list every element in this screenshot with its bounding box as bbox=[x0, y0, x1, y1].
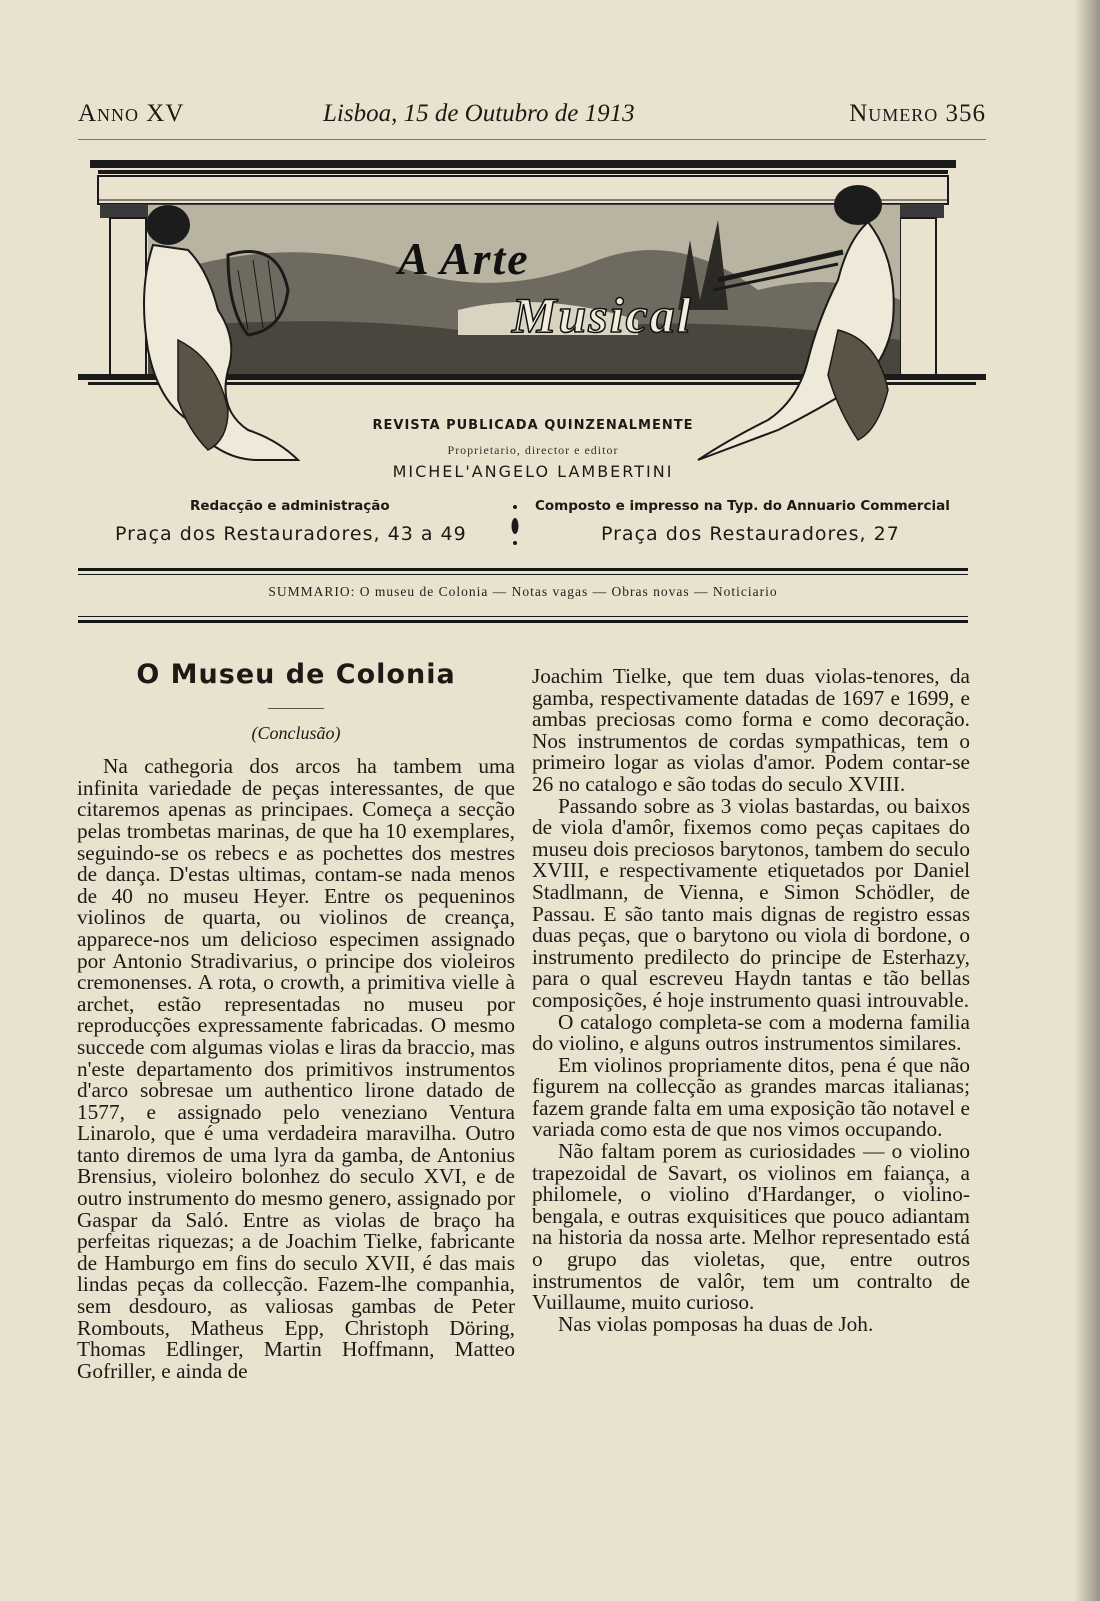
admin-right bbox=[535, 498, 975, 545]
article-column-left bbox=[77, 660, 515, 1382]
volume-label: Anno XV bbox=[78, 100, 185, 127]
admin-right-address: Praça dos Restauradores, 27 bbox=[601, 523, 900, 545]
admin-left-address: Praça dos Restauradores, 43 a 49 bbox=[115, 523, 467, 545]
masthead-roles: Proprietario, director e editor bbox=[447, 443, 619, 457]
summary-rule-top-thick bbox=[78, 568, 968, 571]
article-title-rule bbox=[268, 708, 324, 709]
summary-line: SUMMARIO: O museu de Colonia — Notas vagas — Obras novas — Noticiario bbox=[268, 584, 778, 599]
page-edge-shadow bbox=[1074, 0, 1100, 1601]
article-paragraph: Joachim Tielke, que tem duas violas-tenores, da gamba, respectivamente datadas de 1697 e 1699, e ambas preciosas como forma e como decoração. Nos instrumentos de cordas sympathicas, tem o primeiro logar as violas d'amor. Podem contar-se 26 no catalogo e são todas do seculo XVIII. bbox=[532, 664, 970, 796]
masthead-title-line1: A Arte bbox=[398, 233, 530, 284]
admin-left-label: Redacção e administração bbox=[190, 498, 390, 514]
header-rule bbox=[78, 139, 986, 140]
article-column-right bbox=[532, 666, 970, 1335]
divider-ornament bbox=[509, 502, 521, 548]
summary-rule-bottom-thin bbox=[78, 616, 968, 617]
article-paragraph: O catalogo completa-se com a moderna familia do violino, e alguns outros instrumentos similares. bbox=[532, 1009, 970, 1056]
admin-right-label: Composto e impresso na Typ. do Annuario Commercial bbox=[535, 498, 950, 514]
issue-header bbox=[78, 100, 986, 134]
article-paragraph: Passando sobre as 3 violas bastardas, ou baixos de viola d'amôr, fixemos como peças capitaes do museu dois preciosos barytonos, tambem do seculo XVIII, e respectivamente etiquetados por Daniel Stadlmann, de Vienna, e Simon Schödler, de Passau. E são tanto mais dignas de registro essas duas peças, que o barytono ou viola di bordone, o instrumento predilecto do principe de Esterhazy, para o qual escreveu Haydn tantas e tão bellas composições, é hoje instrumento quasi introuvable. bbox=[532, 793, 970, 1012]
article-subtitle: (Conclusão) bbox=[251, 722, 341, 743]
masthead-title-line2: Musical bbox=[512, 287, 693, 343]
summary-rule-bottom-thick bbox=[78, 620, 968, 623]
issue-number: Numero 356 bbox=[849, 100, 986, 127]
dateline: Lisboa, 15 de Outubro de 1913 bbox=[323, 100, 635, 127]
article-paragraph: Na cathegoria dos arcos ha tambem uma infinita variedade de peças interessantes, de que citaremos apenas as principaes. Começa a secção pelas trombetas marinas, de que ha 10 exemplares, seguindo-se os rebecs e as pochettes dos mestres de dança. D'estas ultimas, contam-se nada menos de 40 no museu Heyer. Entre os pequeninos violinos de quarta, ou violinos de creança, apparece-nos um delicioso especimen assignado por Antonio Stradivarius, o principe dos violeiros cremonenses. A rota, o crowth, a primitiva vielle à archet, estão representadas no museu por reproducções expressamente fabricadas. O mesmo succede com algumas violas e liras da braccio, mas n'este departamento dos primitivos instrumentos d'arco sobresae um authentico lirone datado de 1577, e assignado pelo veneziano Ventura Linarolo, que é uma verdadeira maravilha. Outro tanto diremos de uma lyra da gamba, de Antonius Brensius, violeiro bolonhez do seculo XVI, e de outro instrumento do mesmo genero, assignado por Gaspar da Saló. Entre as violas de braço ha perfeitas riquezas; a de Joachim Tielke, fabricante de Hamburgo em fins do seculo XVII, é das mais lindas peças da collecção. Fazem-lhe companhia, sem desdouro, as valiosas gambas de Peter Rombouts, Matheus Epp, Christoph Döring, Thomas Edlinger, Martin Hoffmann, Matteo Gofriller, e ainda de bbox=[77, 754, 515, 1383]
article-paragraph: Em violinos propriamente ditos, pena é que não figurem na collecção as grandes marcas italianas; fazem grande falta em uma exposição tão notavel e variada como esta de que nos vimos occupando. bbox=[532, 1052, 970, 1142]
masthead-editor: MICHEL'ANGELO LAMBERTINI bbox=[392, 462, 674, 481]
summary-rule-top-thin bbox=[78, 574, 968, 575]
article-paragraph: Não faltam porem as curiosidades — o violino trapezoidal de Savart, os violinos em faiança, a philomele, o violino d'Hardanger, o violino-bengala, e outras exquisitices que pouco adiantam na historia da nossa arte. Melhor representado está o grupo das violetas, que, entre outros instrumentos de valôr, tem um contralto de Vuillaume, muito curioso. bbox=[532, 1139, 970, 1315]
masthead-subtitle: REVISTA PUBLICADA QUINZENALMENTE bbox=[372, 418, 694, 433]
article-title: O Museu de Colonia bbox=[136, 659, 456, 690]
article-paragraph: Nas violas pomposas ha duas de Joh. bbox=[558, 1311, 874, 1336]
admin-left bbox=[115, 498, 495, 545]
masthead bbox=[78, 160, 986, 490]
